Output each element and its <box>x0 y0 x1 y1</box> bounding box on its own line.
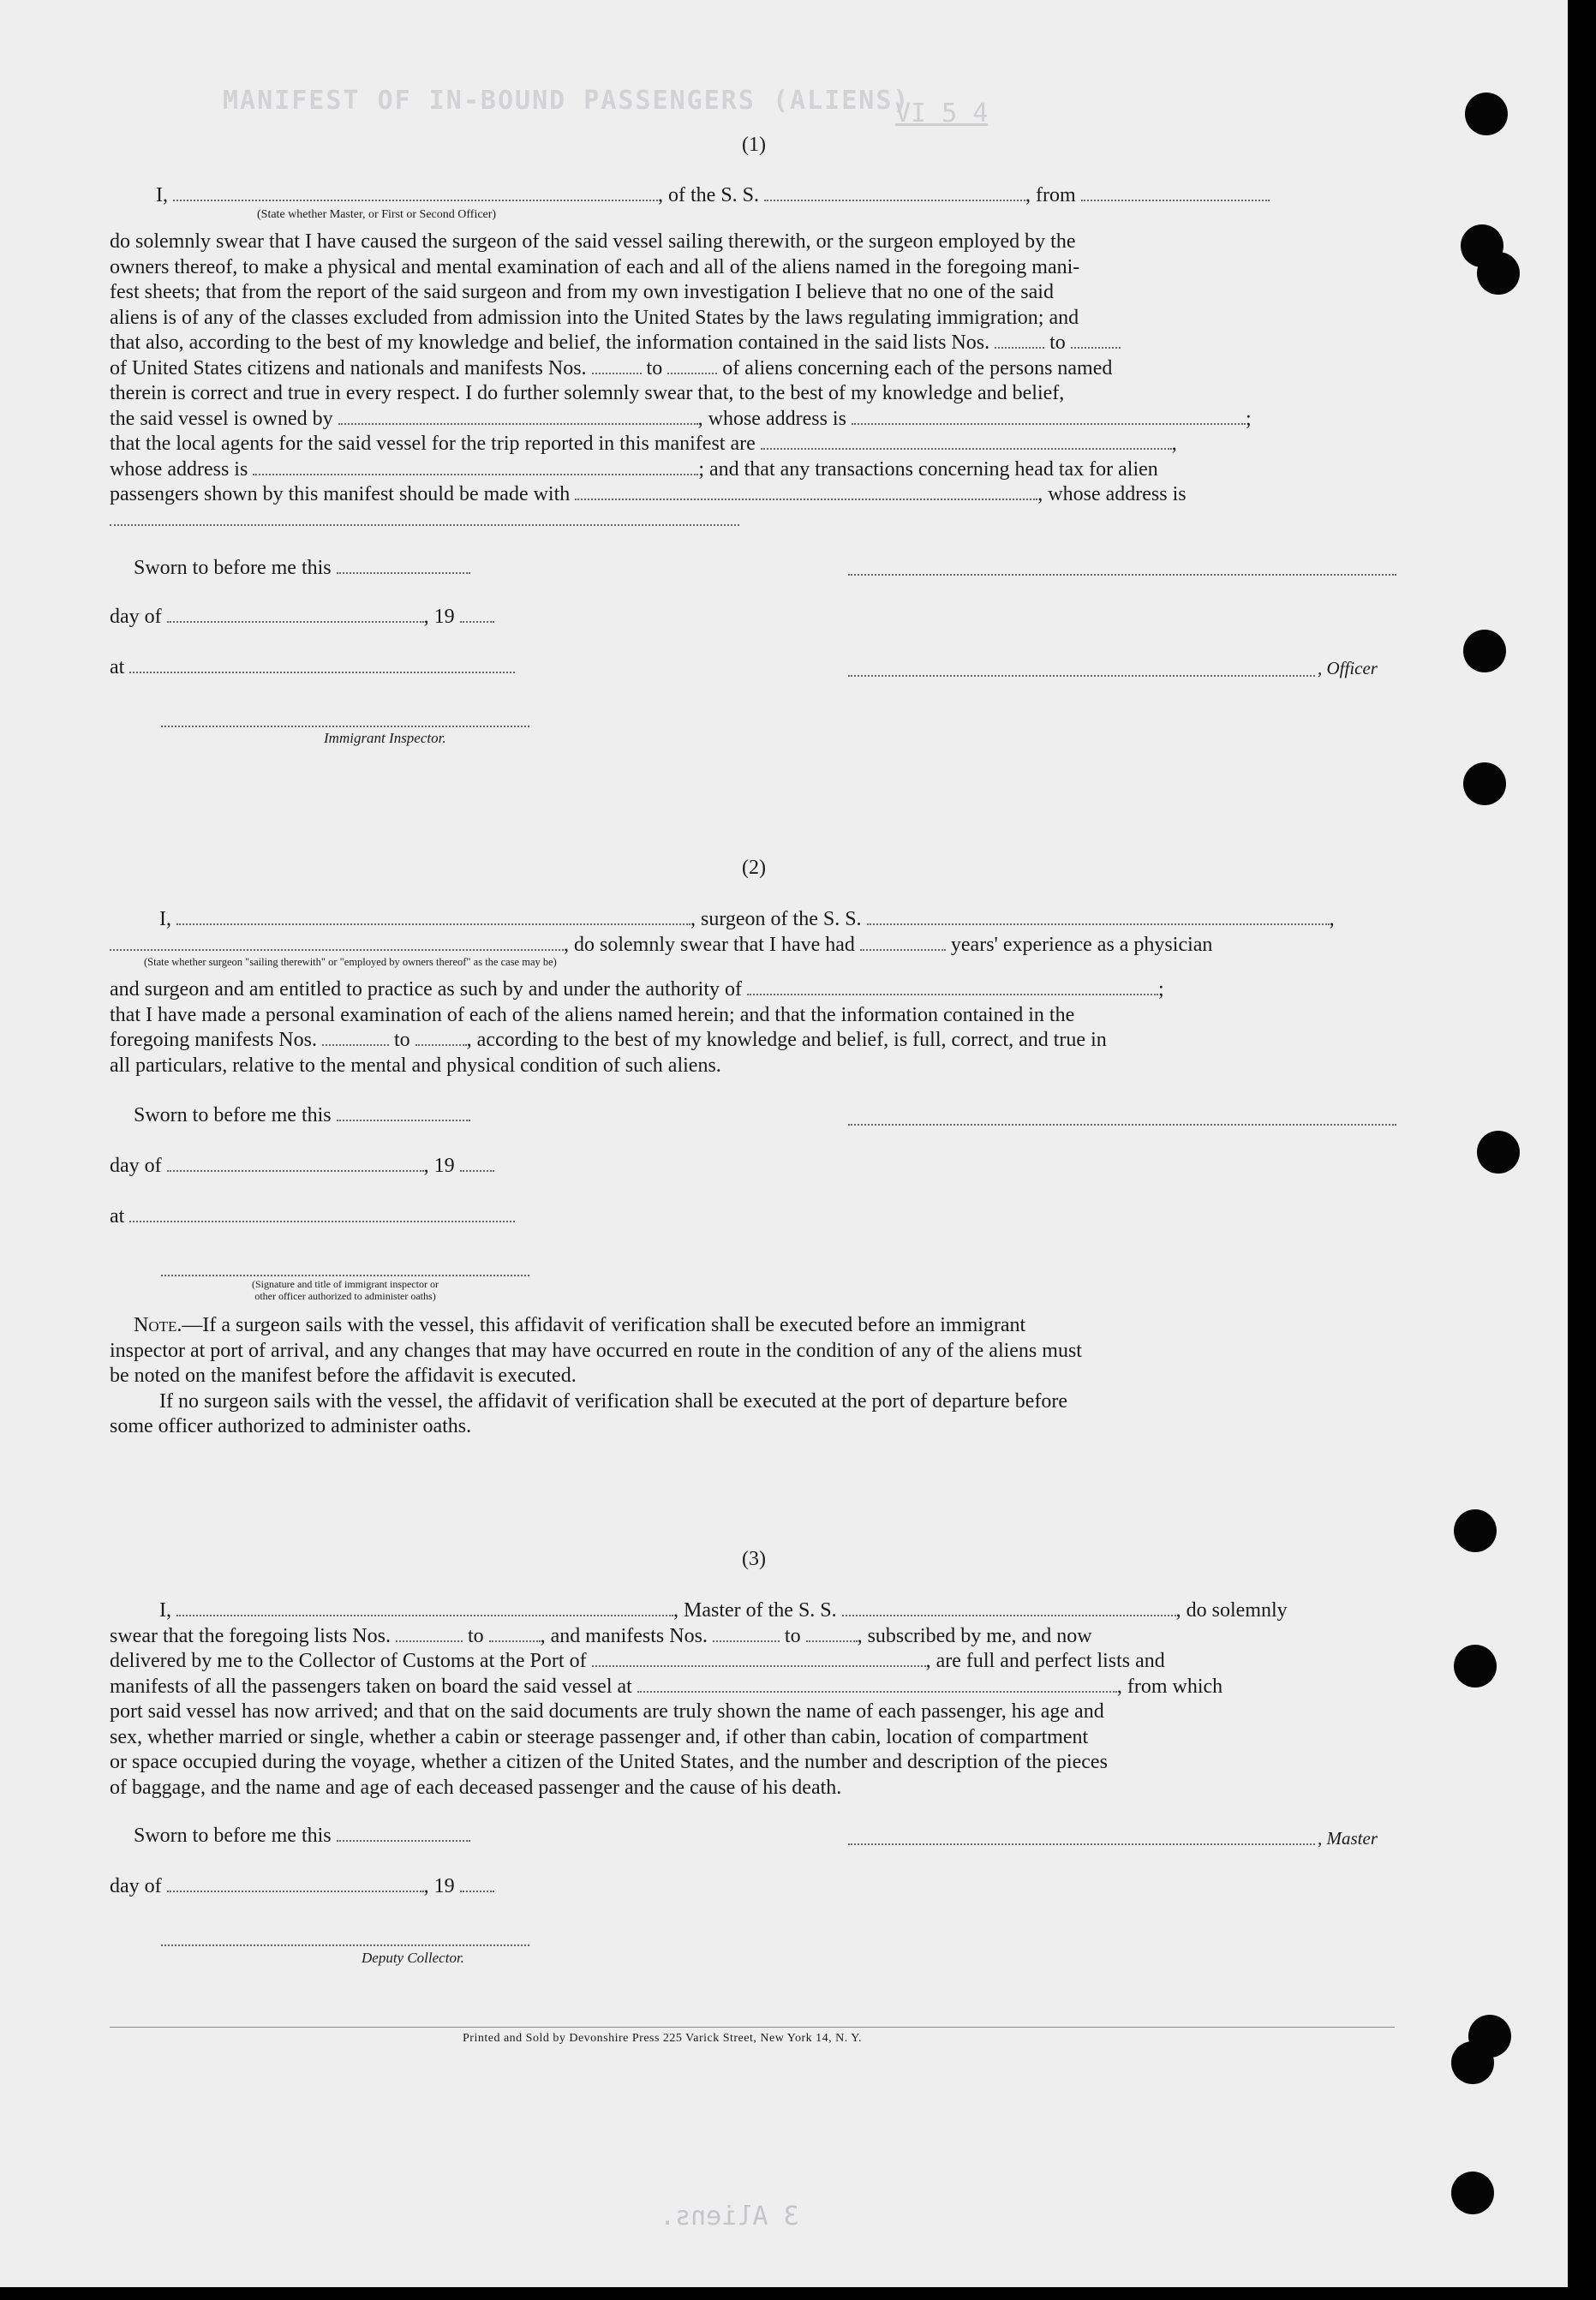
section-1-number: (1) <box>742 134 766 156</box>
section-2-sworn: Sworn to before me this <box>110 1102 1395 1128</box>
section-3-oath-text: I, , Master of the S. S. , do solemnly swear that the foregoing lists Nos. to , and manifests Nos. to , subscribed by me, and now delivered by me to the Collector of Customs at the Port of , are full and perfect lists and manifests of all the passengers taken on board the said vessel at , from which port said vessel has now arrived; and that on the said documents are truly shown the name of each passenger, his age and sex, whether married or single, whether a cabin or steerage passenger and, if other than cabin, location of compartment or space occupied during the voyage, whether a citizen of the United States, and the number and description of the pieces of baggage, and the name and age of each deceased passenger and the cause of his death. <box>110 1599 1288 1799</box>
officer-signature-line <box>848 673 1315 677</box>
section-1-at: at <box>110 654 1395 680</box>
inspector-signature-line <box>161 724 529 727</box>
section-3-day-of: day of , 19 <box>110 1873 1395 1899</box>
deputy-collector-label: Deputy Collector. <box>362 1950 464 1966</box>
surgeon-note: (State whether surgeon "sailing therewith" or "employed by owners thereof" as the case may be) <box>144 956 557 968</box>
punch-hole <box>1451 2041 1494 2084</box>
section-2-inspector-signature-line <box>161 1273 529 1276</box>
section-1-line-1: I, , of the S. S. , from <box>110 182 1395 208</box>
bleed-through-header: MANIFEST OF IN-BOUND PASSENGERS (ALIENS) <box>223 86 911 116</box>
officer-note: (State whether Master, or First or Second Officer) <box>257 208 497 221</box>
punch-hole <box>1477 252 1520 295</box>
officer-label: , Officer <box>1318 658 1378 678</box>
section-2-number: (2) <box>742 857 766 879</box>
officer-signature-line-top <box>848 572 1396 576</box>
immigrant-inspector-label: Immigrant Inspector. <box>324 730 446 746</box>
whose-address-line <box>110 523 739 526</box>
section-1-day-of: day of , 19 <box>110 604 1395 630</box>
punch-hole <box>1477 1131 1520 1174</box>
footer-rule <box>110 2027 1395 2028</box>
master-signature-line <box>848 1842 1315 1845</box>
master-label: , Master <box>1318 1828 1378 1849</box>
section-3-sworn: Sworn to before me this <box>110 1823 1395 1849</box>
section-2-at: at <box>110 1204 1395 1229</box>
punch-hole <box>1454 1509 1497 1552</box>
punch-hole <box>1465 93 1508 135</box>
section-3-number: (3) <box>742 1548 766 1570</box>
punch-hole <box>1463 630 1506 672</box>
printer-imprint: Printed and Sold by Devonshire Press 225 Varick Street, New York 14, N. Y. <box>463 2032 863 2045</box>
punch-hole <box>1463 762 1506 805</box>
section-2-day-of: day of , 19 <box>110 1153 1395 1179</box>
bleed-through-bottom: 3 Aliens. <box>660 2201 799 2231</box>
bleed-through-roman: VI 5 4 <box>895 99 989 128</box>
surgeon-signature-line <box>848 1122 1396 1126</box>
section-2-line-1: I, , surgeon of the S. S. , <box>159 908 1335 930</box>
section-2-signature-note: (Signature and title of immigrant inspector or other officer authorized to administer oaths) <box>252 1278 439 1302</box>
section-2-line-2: , do solemnly swear that I have had years' experience as a physician <box>110 932 1395 958</box>
section-2-oath-text: and surgeon and am entitled to practice as such by and under the authority of ; that I have made a personal examination of each of the aliens named herein; and that the information contained in the foregoing manifests Nos. to , according to the best of my knowledge and belief, is full, correct, and true in all particulars, relative to the mental and physical condition of such aliens. <box>110 978 1164 1077</box>
section-1-sworn: Sworn to before me this <box>110 555 1395 581</box>
section-1-oath-text: do solemnly swear that I have caused the surgeon of the said vessel sailing therewith, or the surgeon employed by the owners thereof, to make a physical and mental examination of each and all of the aliens named in the foregoing mani- fest sheets; that from the report of the said surgeon and from my own investigation I believe that no one of the said aliens is of any of the classes excluded from admission into the United States by the laws regulating immigration; and that also, according to the best of my knowledge and belief, the information contained in the said lists Nos. to of United States citizens and nationals and manifests Nos. to of aliens concerning each of the persons named therein is correct and true in every respect. I do further solemnly swear that, to the best of my knowledge and belief, the said vessel is owned by , whose address is ; that the local agents for the said vessel for the trip reported in this manifest are , whose address is ; and that any transactions concerning head tax for alien passengers shown by this manifest should be made with , whose address is <box>110 230 1252 505</box>
punch-hole <box>1454 1645 1497 1688</box>
collector-signature-line <box>161 1943 529 1946</box>
punch-hole <box>1451 2172 1494 2214</box>
section-2-note: Note.—If a surgeon sails with the vessel, this affidavit of verification shall be executed before an immigrant inspector at port of arrival, and any changes that may have occurred en route in the condition of any of the aliens must be noted on the manifest before the affidavit is executed. If no surgeon sails with the vessel, the affidavit of verification shall be executed at the port of departure before some officer authorized to administer oaths. <box>110 1314 1082 1437</box>
